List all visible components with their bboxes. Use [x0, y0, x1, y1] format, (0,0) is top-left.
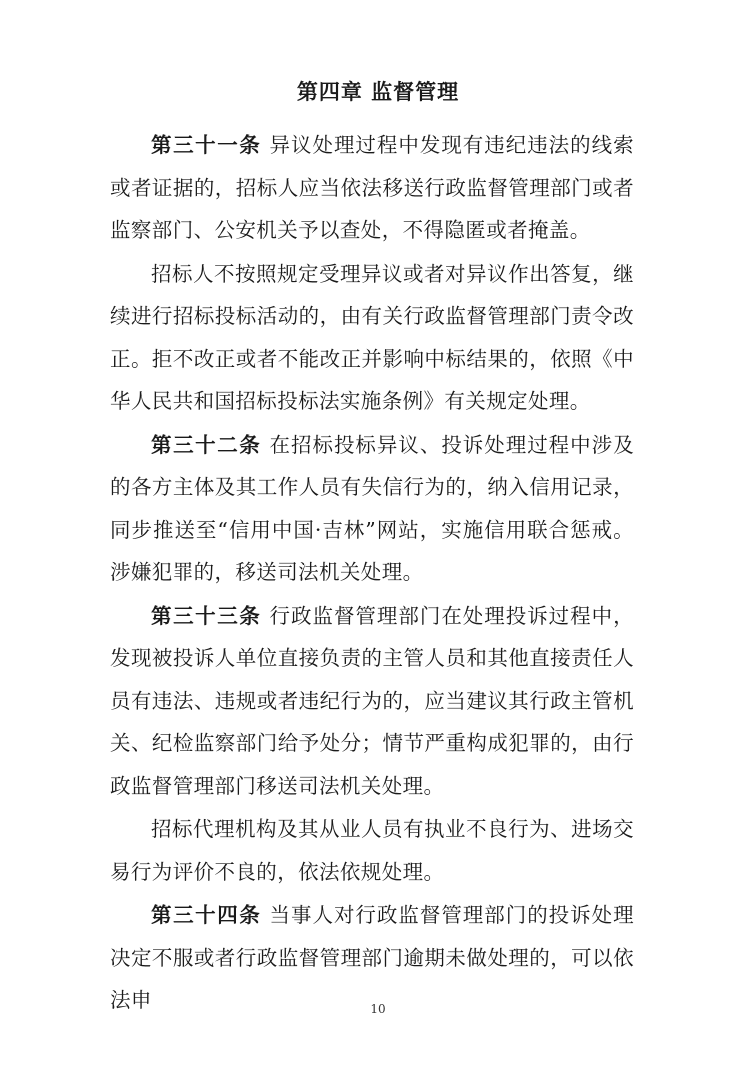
article-label: 第三十三条 — [151, 603, 262, 628]
article-32-paragraph — [110, 424, 634, 594]
paragraph-text: 招标代理机构及其从业人员有执业不良行为、进场交易行为评价不良的，依法依规处理。 — [110, 817, 634, 884]
paragraph-text: 行政监督管理部门在处理投诉过程中，发现被投诉人单位直接负责的主管人员和其他直接责任人员有违法、违规或者违纪行为的，应当建议其行政主管机关、纪检监察部门给予处分；情节严重构成犯罪的，由行政监督管理部门移送司法机关处理。 — [110, 603, 634, 798]
article-33-continuation-paragraph — [110, 808, 634, 893]
article-label: 第三十四条 — [151, 903, 262, 927]
article-33-paragraph — [110, 595, 634, 808]
paragraph-text: 当事人对行政监督管理部门的投诉处理决定不服或者行政监督管理部门逾期未做处理的，可以依法申 — [110, 903, 634, 1012]
article-31-paragraph — [110, 124, 634, 252]
paragraph-text: 在招标投标异议、投诉处理过程中涉及的各方主体及其工作人员有失信行为的，纳入信用记录，同步推送至“信用中国·吉林”网站，实施信用联合惩戒。涉嫌犯罪的，移送司法机关处理。 — [110, 432, 634, 584]
article-label: 第三十一条 — [151, 133, 262, 157]
paragraph-text: 招标人不按照规定受理异议或者对异议作出答复，继续进行招标投标活动的，由有关行政监督管理部门责令改正。拒不改正或者不能改正并影响中标结果的，依照《中华人民共和国招标投标法实施条例》有关规定处理。 — [110, 261, 634, 413]
page-number: 10 — [370, 1002, 386, 1016]
chapter-title: 第四章 监督管理 — [296, 80, 460, 104]
article-31-continuation-paragraph — [110, 253, 634, 423]
article-label: 第三十二条 — [151, 432, 262, 457]
paragraph-text: 异议处理过程中发现有违纪违法的线索或者证据的，招标人应当依法移送行政监督管理部门或者监察部门、公安机关予以查处，不得隐匿或者掩盖。 — [110, 133, 634, 242]
document-body — [110, 124, 634, 1023]
